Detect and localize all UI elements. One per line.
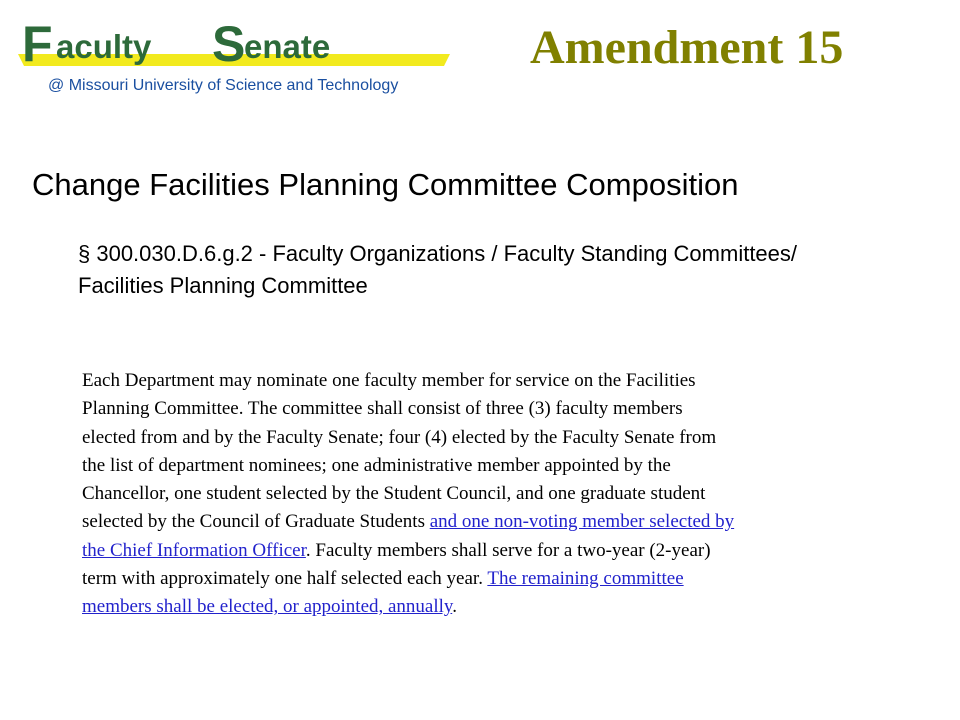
body-line-7 <box>82 537 922 565</box>
faculty-senate-logo <box>12 14 452 104</box>
logo-faculty-initial: F <box>22 16 53 72</box>
amendment-link-remaining-committee[interactable]: The remaining committee <box>487 568 684 590</box>
amendment-link-non-voting-member[interactable]: and one non-voting member selected by <box>429 511 735 533</box>
body-line-8-text: term with approximately one half selected each year. <box>82 568 488 590</box>
section-reference-line-1: § 300.030.D.6.g.2 - Faculty Organizations / Faculty Standing Committees/ <box>78 241 798 266</box>
body-line-9-text: . <box>452 596 457 618</box>
body-line-4: the list of department nominees; one administrative member appointed by the <box>82 454 671 476</box>
body-line-7-text: . Faculty members shall serve for a two-year (2-year) <box>305 539 711 561</box>
section-reference <box>78 238 958 302</box>
body-line-8 <box>82 565 922 593</box>
logo-senate-initial: S <box>212 16 246 72</box>
amendment-link-chief-information-officer[interactable]: the Chief Information Officer <box>82 539 306 561</box>
logo-tagline: @ Missouri University of Science and Technology <box>48 77 399 94</box>
section-reference-line-2: Facilities Planning Committee <box>78 273 368 298</box>
body-line-5: Chancellor, one student selected by the Student Council, and one graduate student <box>82 483 706 505</box>
slide-title: Amendment 15 <box>530 21 844 74</box>
body-line-2: Planning Committee. The committee shall consist of three (3) faculty members <box>82 398 683 420</box>
body-line-6-text: selected by the Council of Graduate Students <box>82 511 430 533</box>
body-line-9 <box>82 593 922 621</box>
slide-subtitle: Change Facilities Planning Committee Composition <box>32 167 739 202</box>
logo-senate-rest: enate <box>244 28 331 65</box>
logo-faculty-rest: aculty <box>56 28 152 65</box>
body-line-1: Each Department may nominate one faculty member for service on the Facilities <box>82 370 696 391</box>
body-line-6 <box>82 508 922 536</box>
amendment-body-text <box>82 367 922 622</box>
body-line-3: elected from and by the Faculty Senate; four (4) elected by the Faculty Senate from <box>82 426 717 448</box>
faculty-senate-logo-graphic <box>12 14 452 104</box>
amendment-link-elected-annually[interactable]: members shall be elected, or appointed, annually <box>82 596 453 618</box>
